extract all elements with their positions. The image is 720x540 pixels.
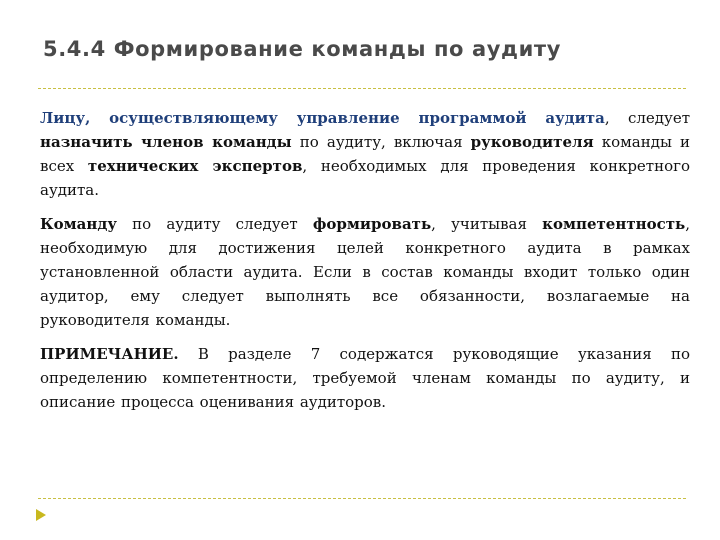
text-run: , необходимых для проведения конкретного аудита.	[40, 157, 691, 199]
leader-phrase: руководителя	[470, 133, 594, 151]
top-divider	[38, 88, 686, 89]
text-run: по аудиту, включая	[291, 133, 471, 151]
competence-phrase: компетентность	[542, 215, 686, 233]
slide-body	[40, 106, 690, 424]
assign-members-phrase: назначить членов команды	[40, 133, 292, 151]
text-run: , учитывая	[431, 215, 543, 233]
text-run: , необходимую для достижения целей конкретного аудита в рамках установленной области аудита. Если в состав команды входит только один аудитор, ему следует выполнять все обязанности, возлагаемые на руководителя команды.	[40, 215, 690, 329]
paragraph-assignment	[40, 106, 690, 202]
text-run: , следует	[604, 109, 690, 127]
slide-title: 5.4.4 Формирование команды по аудиту	[43, 37, 561, 61]
triangle-bullet-icon	[36, 509, 46, 521]
form-phrase: формировать	[312, 215, 432, 233]
text-run: по аудиту следует	[116, 215, 313, 233]
note-label: ПРИМЕЧАНИЕ.	[40, 345, 179, 363]
text-run: команды и всех	[40, 133, 690, 175]
paragraph-forming	[40, 212, 690, 332]
paragraph-note	[40, 342, 690, 414]
text-run: В разделе 7 содержатся руководящие указания по определению компетентности, требуемой членам команды по аудиту, и описание процесса оценивания аудиторов.	[40, 345, 690, 411]
technical-experts-phrase: технических экспертов	[87, 157, 303, 175]
program-manager-phrase: Лицу, осуществляющему управление программой аудита	[40, 109, 605, 127]
team-phrase: Команду	[40, 215, 117, 233]
bottom-divider	[38, 498, 686, 499]
